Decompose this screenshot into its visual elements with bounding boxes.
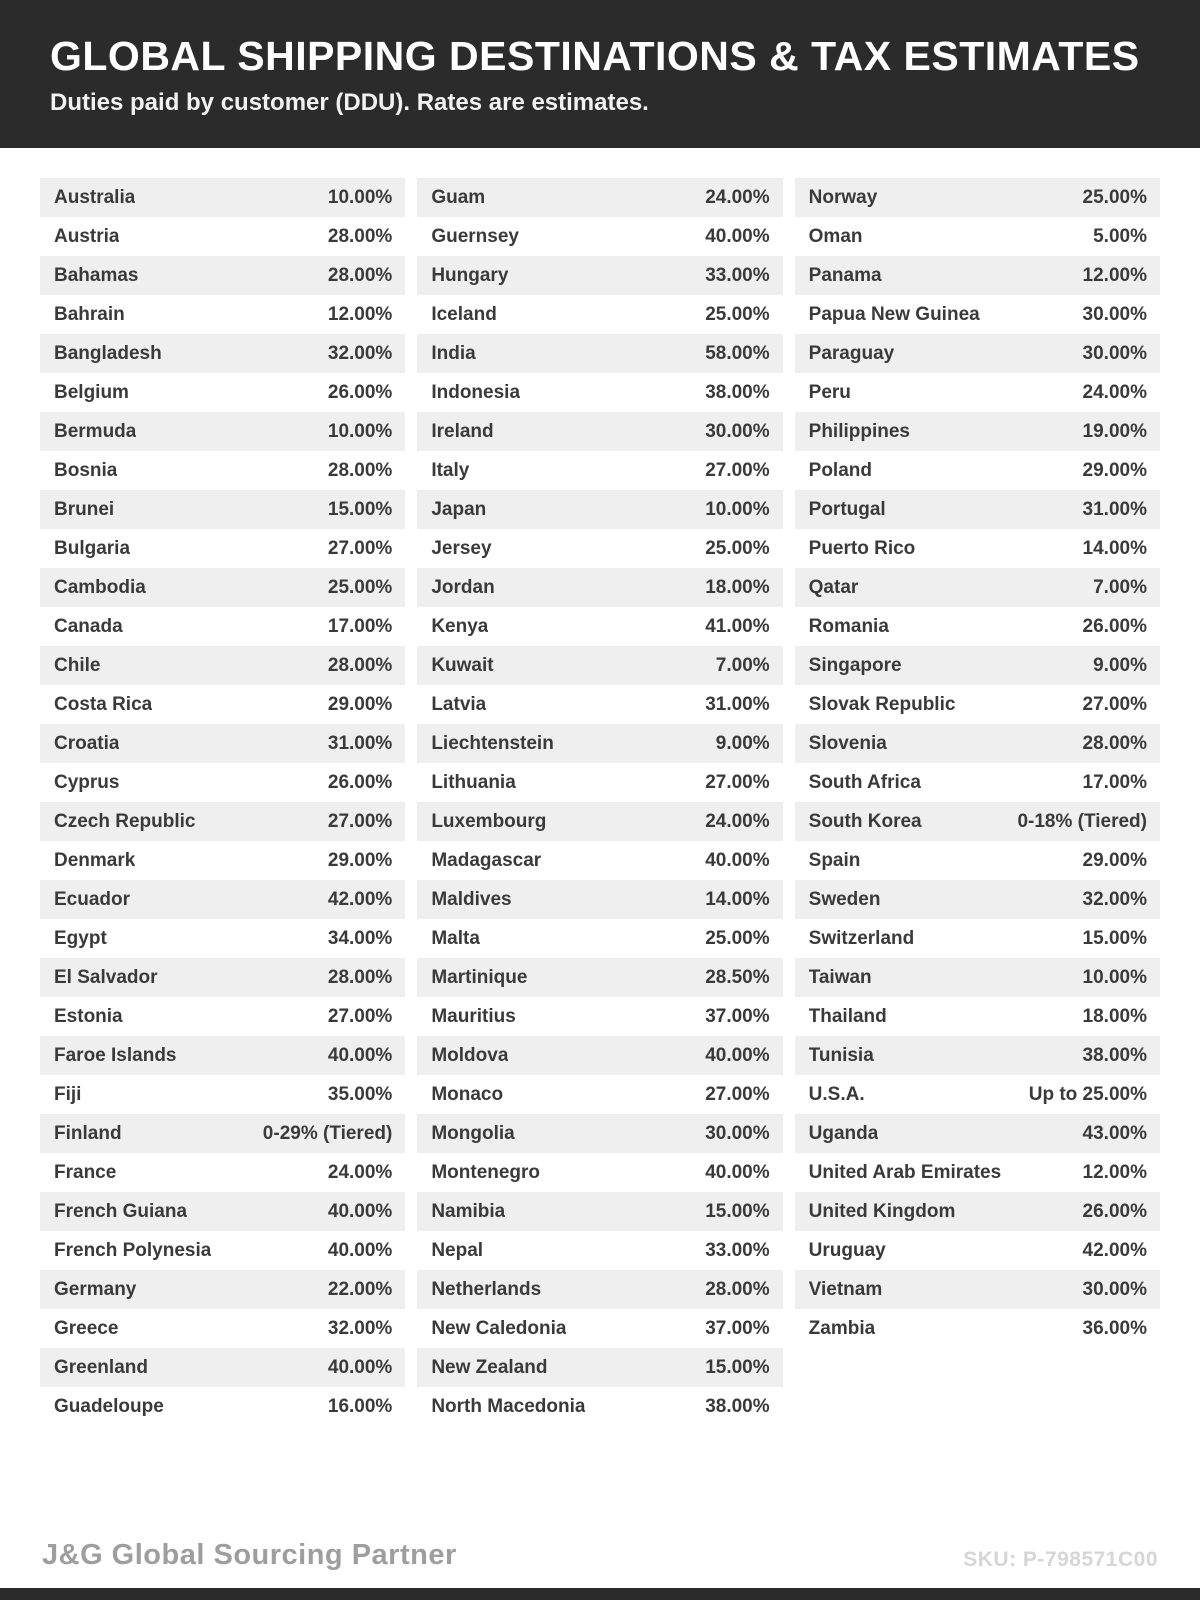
rate-row [417,763,782,802]
rates-column-1 [40,178,405,1426]
country-name: United Arab Emirates [808,1161,1002,1183]
tax-rate: 58.00% [705,342,770,364]
country-name: Luxembourg [431,810,547,832]
tax-rate: 27.00% [705,459,770,481]
tax-rate: 40.00% [327,1044,393,1066]
country-name: Canada [54,615,123,637]
country-name: Singapore [808,654,902,676]
rate-row [40,919,405,958]
rate-row [40,1036,405,1075]
rate-row [417,1036,782,1075]
country-name: Spain [808,849,861,871]
tax-rate: 29.00% [327,849,393,871]
country-name: Egypt [54,927,107,949]
tax-rate: 26.00% [1082,1200,1147,1222]
rate-row [40,295,405,334]
rate-row [795,451,1160,490]
tax-rate: 30.00% [1082,342,1147,364]
rate-row [795,724,1160,763]
tax-rate: 25.00% [327,576,393,598]
country-name: Germany [54,1278,137,1300]
rates-table [0,148,1200,1426]
rate-row [795,217,1160,256]
tax-rate: 5.00% [1093,225,1147,247]
rate-row [40,1309,405,1348]
country-name: Moldova [431,1044,509,1066]
country-name: Namibia [431,1200,506,1222]
country-name: French Polynesia [54,1239,212,1261]
country-name: Bosnia [54,459,118,481]
rate-row [795,841,1160,880]
rate-row [417,334,782,373]
tax-rate: 29.00% [327,693,393,715]
tax-rate: 33.00% [705,1239,770,1261]
country-name: Italy [431,459,470,481]
country-name: Uganda [808,1122,879,1144]
country-name: Monaco [431,1083,504,1105]
tax-rate: 26.00% [327,381,393,403]
country-name: Fiji [54,1083,82,1105]
country-name: Japan [431,498,487,520]
tax-rate: 28.00% [327,225,393,247]
tax-rate: 15.00% [705,1356,770,1378]
country-name: South Korea [808,810,922,832]
rate-row [417,412,782,451]
tax-rate: 41.00% [705,615,770,637]
country-name: Philippines [808,420,911,442]
country-name: Greece [54,1317,119,1339]
rate-row [417,295,782,334]
tax-rate: 33.00% [705,264,770,286]
tax-rate: 36.00% [1082,1317,1147,1339]
tax-rate: 38.00% [705,1395,770,1417]
country-name: Czech Republic [54,810,196,832]
rate-row [417,802,782,841]
tax-rate: 25.00% [705,303,770,325]
tax-rate: 28.00% [327,654,393,676]
country-name: Faroe Islands [54,1044,177,1066]
country-name: Denmark [54,849,136,871]
tax-rate: 37.00% [705,1317,770,1339]
tax-rate: 28.00% [1082,732,1147,754]
country-name: India [431,342,476,364]
rate-row [40,997,405,1036]
country-name: South Africa [808,771,921,793]
rate-row [417,529,782,568]
country-name: Indonesia [431,381,521,403]
tax-rate: 42.00% [1082,1239,1147,1261]
country-name: Bangladesh [54,342,162,364]
country-name: Australia [54,186,136,208]
country-name: Brunei [54,498,115,520]
country-name: Estonia [54,1005,123,1027]
rate-row [417,919,782,958]
rate-row [417,1231,782,1270]
tax-rate: 40.00% [327,1356,393,1378]
rate-row [417,997,782,1036]
tax-rate: Up to 25.00% [1028,1083,1147,1105]
country-name: Portugal [808,498,886,520]
tax-rate: 16.00% [327,1395,393,1417]
country-name: Papua New Guinea [808,303,980,325]
tax-rate: 24.00% [327,1161,393,1183]
rate-row [795,256,1160,295]
country-name: Martinique [431,966,528,988]
country-name: Netherlands [431,1278,542,1300]
country-name: Kenya [431,615,489,637]
rate-row [40,685,405,724]
rate-row [40,724,405,763]
tax-rate: 26.00% [1082,615,1147,637]
tax-rate: 24.00% [705,186,770,208]
rate-row [40,802,405,841]
rate-row [795,568,1160,607]
rate-row [795,919,1160,958]
country-name: North Macedonia [431,1395,586,1417]
rate-row [40,412,405,451]
country-name: Hungary [431,264,509,286]
rate-row [795,1114,1160,1153]
rate-row [40,1114,405,1153]
tax-rate: 18.00% [1082,1005,1147,1027]
country-name: Sweden [808,888,881,910]
tax-rate: 29.00% [1082,849,1147,871]
rate-row [795,997,1160,1036]
rate-row [40,880,405,919]
tax-rate: 10.00% [327,186,393,208]
country-name: Romania [808,615,889,637]
rate-row [795,802,1160,841]
tax-rate: 9.00% [715,732,770,754]
rate-row [417,1387,782,1426]
tax-rate: 35.00% [327,1083,393,1105]
country-name: Greenland [54,1356,148,1378]
country-name: Liechtenstein [431,732,554,754]
country-name: Oman [808,225,863,247]
country-name: Montenegro [431,1161,541,1183]
tax-rate: 37.00% [705,1005,770,1027]
country-name: Finland [54,1122,122,1144]
country-name: Zambia [808,1317,876,1339]
rate-row [40,1075,405,1114]
country-name: Bermuda [54,420,137,442]
tax-rate: 27.00% [705,1083,770,1105]
tax-rate: 26.00% [327,771,393,793]
rate-row [417,451,782,490]
tax-rate: 25.00% [705,927,770,949]
rate-row [417,1153,782,1192]
rate-row [795,880,1160,919]
tax-rate: 27.00% [327,537,393,559]
country-name: Peru [808,381,851,403]
rate-row [417,1075,782,1114]
rate-row [795,763,1160,802]
rate-row [417,568,782,607]
tax-rate: 0-18% (Tiered) [1017,810,1147,832]
rate-row [40,334,405,373]
country-name: France [54,1161,117,1183]
tax-rate: 27.00% [327,1005,393,1027]
tax-rate: 31.00% [1082,498,1147,520]
tax-rate: 24.00% [1082,381,1147,403]
tax-rate: 27.00% [327,810,393,832]
rate-row [795,178,1160,217]
tax-rate: 12.00% [1082,264,1147,286]
country-name: Guam [431,186,486,208]
country-name: French Guiana [54,1200,188,1222]
rate-row [417,607,782,646]
rate-row [417,1192,782,1231]
rate-row [417,217,782,256]
rate-row [795,490,1160,529]
tax-rate: 38.00% [705,381,770,403]
tax-rate: 15.00% [705,1200,770,1222]
rate-row [795,1231,1160,1270]
bottom-accent-bar [0,1588,1200,1600]
rate-row [417,373,782,412]
tax-rate: 29.00% [1082,459,1147,481]
rate-row [795,1036,1160,1075]
tax-rate: 43.00% [1082,1122,1147,1144]
country-name: Puerto Rico [808,537,916,559]
country-name: Belgium [54,381,129,403]
tax-rate: 40.00% [327,1239,393,1261]
country-name: New Caledonia [431,1317,567,1339]
rate-row [795,295,1160,334]
country-name: Austria [54,225,120,247]
tax-rate: 15.00% [327,498,393,520]
tax-rate: 19.00% [1082,420,1147,442]
tax-rate: 27.00% [705,771,770,793]
country-name: Ecuador [54,888,131,910]
tax-rate: 42.00% [327,888,393,910]
rate-row [40,256,405,295]
tax-rate: 40.00% [705,849,770,871]
tax-rate: 34.00% [327,927,393,949]
rate-row [40,217,405,256]
tax-rate: 7.00% [1093,576,1147,598]
rate-row [417,880,782,919]
rate-row [40,568,405,607]
page-header [0,0,1200,148]
tax-rate: 32.00% [327,342,393,364]
country-name: U.S.A. [808,1083,865,1105]
tax-rate: 28.00% [327,966,393,988]
country-name: New Zealand [431,1356,548,1378]
rate-row [795,1192,1160,1231]
tax-rate: 14.00% [705,888,770,910]
country-name: Bahrain [54,303,125,325]
country-name: Ireland [431,420,494,442]
country-name: Uruguay [808,1239,886,1261]
country-name: Cyprus [54,771,120,793]
rate-row [40,1348,405,1387]
country-name: Chile [54,654,101,676]
rate-row [417,490,782,529]
rate-row [795,1309,1160,1348]
country-name: Costa Rica [54,693,153,715]
tax-rate: 31.00% [327,732,393,754]
country-name: Lithuania [431,771,516,793]
rate-row [417,958,782,997]
rate-row [795,646,1160,685]
rate-row [417,1309,782,1348]
tax-rate: 10.00% [1082,966,1147,988]
country-name: Qatar [808,576,859,598]
page-subtitle: Duties paid by customer (DDU). Rates are estimates. [50,89,649,117]
rate-row [795,1075,1160,1114]
rate-row [417,1114,782,1153]
rate-row [795,373,1160,412]
rate-row [795,334,1160,373]
tax-rate: 30.00% [1082,303,1147,325]
tax-rate: 28.00% [327,264,393,286]
tax-rate: 40.00% [705,225,770,247]
page-title: GLOBAL SHIPPING DESTINATIONS & TAX ESTIMATES [50,33,1140,79]
country-name: Taiwan [808,966,872,988]
country-name: United Kingdom [808,1200,956,1222]
rates-column-2 [417,178,782,1426]
tax-rate: 30.00% [1082,1278,1147,1300]
country-name: Latvia [431,693,487,715]
country-name: Bahamas [54,264,139,286]
tax-rate: 30.00% [705,1122,770,1144]
tax-rate: 30.00% [705,420,770,442]
country-name: Panama [808,264,882,286]
tax-rate: 17.00% [327,615,393,637]
tax-rate: 40.00% [705,1044,770,1066]
rate-row [417,256,782,295]
tax-rate: 32.00% [1082,888,1147,910]
country-name: Malta [431,927,480,949]
rate-row [795,412,1160,451]
rate-row [417,646,782,685]
tax-rate: 7.00% [715,654,770,676]
rate-row [417,1270,782,1309]
rate-row [795,958,1160,997]
tax-rate: 18.00% [705,576,770,598]
tax-rate: 12.00% [1082,1161,1147,1183]
country-name: Guernsey [431,225,519,247]
rate-row [40,1192,405,1231]
tax-rate: 28.00% [705,1278,770,1300]
country-name: Vietnam [808,1278,883,1300]
rate-row [40,1153,405,1192]
rate-row [40,958,405,997]
tax-rate: 27.00% [1082,693,1147,715]
country-name: Guadeloupe [54,1395,164,1417]
tax-rate: 0-29% (Tiered) [262,1122,393,1144]
rate-row [795,607,1160,646]
country-name: Paraguay [808,342,895,364]
rate-row [40,841,405,880]
rate-row [40,490,405,529]
rate-row [417,724,782,763]
country-name: Nepal [431,1239,484,1261]
country-name: Thailand [808,1005,887,1027]
tax-rate: 15.00% [1082,927,1147,949]
tax-rate: 25.00% [1082,186,1147,208]
country-name: Madagascar [431,849,542,871]
country-name: Cambodia [54,576,146,598]
rate-row [40,607,405,646]
tax-rate: 31.00% [705,693,770,715]
tax-rate: 40.00% [705,1161,770,1183]
country-name: Bulgaria [54,537,131,559]
tax-rate: 40.00% [327,1200,393,1222]
tax-rate: 9.00% [1093,654,1147,676]
tax-rate: 14.00% [1082,537,1147,559]
rate-row [40,373,405,412]
rate-row [417,685,782,724]
country-name: Kuwait [431,654,494,676]
tax-rate: 28.00% [327,459,393,481]
country-name: Poland [808,459,872,481]
rate-row [417,178,782,217]
rate-row [795,685,1160,724]
country-name: Jersey [431,537,492,559]
rates-column-3 [795,178,1160,1348]
tax-rate: 28.50% [705,966,770,988]
tax-rate: 24.00% [705,810,770,832]
rate-row [40,451,405,490]
tax-rate: 32.00% [327,1317,393,1339]
brand-name: J&G Global Sourcing Partner [42,1539,457,1571]
tax-rate: 10.00% [705,498,770,520]
rate-row [795,529,1160,568]
country-name: Slovenia [808,732,887,754]
country-name: Tunisia [808,1044,874,1066]
country-name: Jordan [431,576,495,598]
rate-row [40,529,405,568]
rate-row [40,763,405,802]
page-footer [0,1539,1200,1572]
tax-rate: 10.00% [327,420,393,442]
tax-rate: 38.00% [1082,1044,1147,1066]
tax-rate: 22.00% [327,1278,393,1300]
rate-row [40,178,405,217]
country-name: Maldives [431,888,512,910]
country-name: Norway [808,186,878,208]
rate-row [40,1387,405,1426]
rate-row [417,1348,782,1387]
country-name: Mauritius [431,1005,516,1027]
country-name: Croatia [54,732,120,754]
country-name: Slovak Republic [808,693,956,715]
tax-rate: 17.00% [1082,771,1147,793]
country-name: Mongolia [431,1122,515,1144]
sku-label: SKU: P-798571C00 [963,1548,1158,1571]
country-name: Switzerland [808,927,915,949]
rate-row [795,1270,1160,1309]
rate-row [795,1153,1160,1192]
rate-row [417,841,782,880]
rate-row [40,646,405,685]
rate-row [40,1270,405,1309]
country-name: El Salvador [54,966,158,988]
tax-rate: 12.00% [327,303,393,325]
rate-row [40,1231,405,1270]
tax-rate: 25.00% [705,537,770,559]
country-name: Iceland [431,303,497,325]
